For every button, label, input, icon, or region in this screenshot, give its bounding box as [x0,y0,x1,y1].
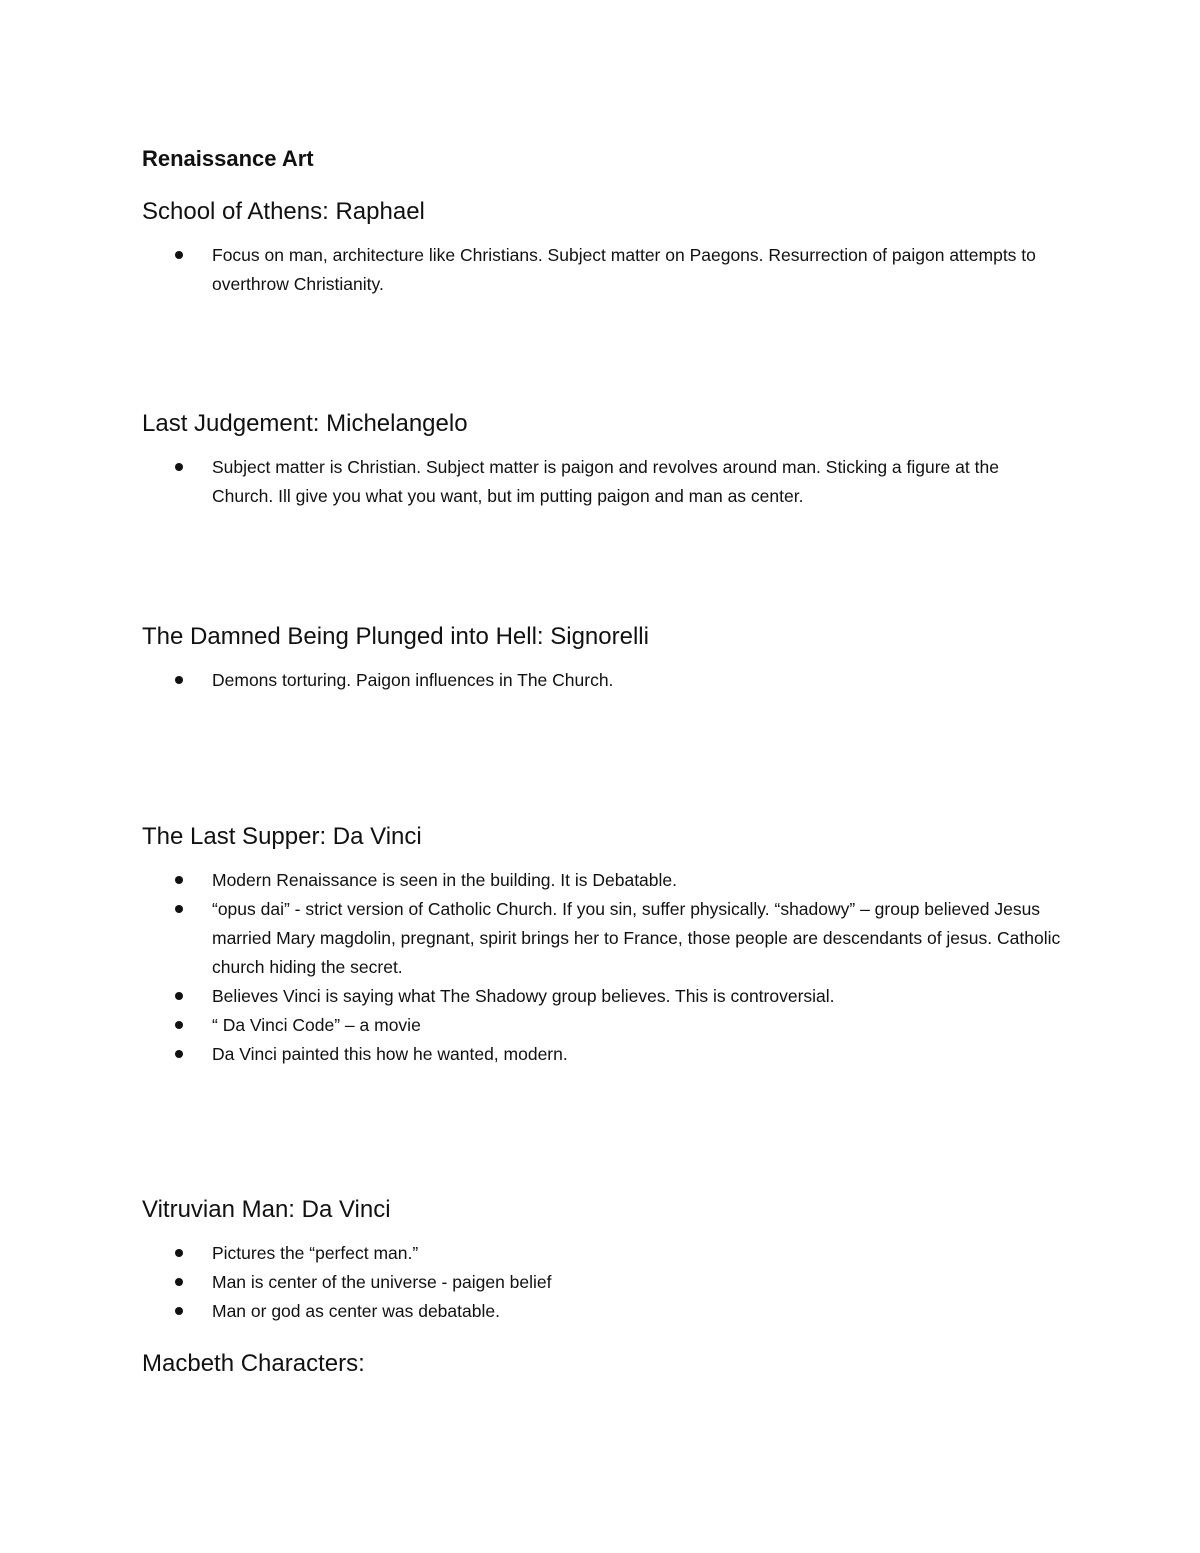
bullet-item [142,1297,1062,1326]
bullet-text: “opus dai” - strict version of Catholic Church. If you sin, suffer physically. “shadowy” – group believed Jesus married Mary magdolin, pregnant, spirit brings her to France, those people are descendants of jesus. Catholic church hiding the secret. [212,899,1061,977]
section-vitruvian-man [142,1193,1062,1326]
bullet-icon [175,1307,183,1315]
bullet-text: Pictures the “perfect man.” [212,1243,419,1263]
section-heading: The Damned Being Plunged into Hell: Signorelli [142,623,649,650]
bullet-icon [175,676,183,684]
bullet-icon [175,1050,183,1058]
bullet-text: Modern Renaissance is seen in the building. It is Debatable. [212,870,677,890]
bullet-text: Focus on man, architecture like Christians. Subject matter on Paegons. Resurrection of paigon attempts to overthrow Christianity. [212,245,1036,294]
bullet-icon [175,905,183,913]
bullet-icon [175,1021,183,1029]
section-heading: Last Judgement: Michelangelo [142,410,468,437]
bullet-text: Man is center of the universe - paigen belief [212,1272,552,1292]
bullet-icon [175,1278,183,1286]
section-heading: Macbeth Characters: [142,1350,365,1377]
section-heading: Vitruvian Man: Da Vinci [142,1196,391,1223]
section-last-supper [142,820,1062,1069]
bullet-list [142,666,1062,695]
bullet-item [142,866,1062,895]
bullet-item [142,1268,1062,1297]
bullet-text: Da Vinci painted this how he wanted, modern. [212,1044,568,1064]
bullet-icon [175,463,183,471]
bullet-list [142,866,1062,1069]
section-heading: The Last Supper: Da Vinci [142,823,422,850]
bullet-text: Believes Vinci is saying what The Shadowy group believes. This is controversial. [212,986,835,1006]
bullet-text: “ Da Vinci Code” – a movie [212,1015,421,1035]
bullet-icon [175,992,183,1000]
bullet-icon [175,251,183,259]
bullet-item [142,1011,1062,1040]
bullet-item [142,895,1062,982]
section-macbeth-characters [142,1347,1062,1393]
bullet-text: Subject matter is Christian. Subject matter is paigon and revolves around man. Sticking a figure at the Church. Ill give you what you want, but im putting paigon and man as center. [212,457,999,506]
section-damned-being-plunged [142,620,1062,695]
bullet-item [142,1239,1062,1268]
bullet-text: Man or god as center was debatable. [212,1301,500,1321]
bullet-icon [175,1249,183,1257]
bullet-list [142,241,1062,299]
bullet-item [142,1040,1062,1069]
bullet-item [142,982,1062,1011]
bullet-list [142,1239,1062,1326]
section-heading: School of Athens: Raphael [142,198,425,225]
bullet-item [142,666,1062,695]
bullet-list [142,453,1062,511]
bullet-item [142,453,1062,511]
bullet-item [142,241,1062,299]
bullet-text: Demons torturing. Paigon influences in The Church. [212,670,614,690]
document-title: Renaissance Art [142,146,314,171]
section-last-judgement [142,407,1062,511]
bullet-icon [175,876,183,884]
section-school-of-athens [142,195,1062,299]
